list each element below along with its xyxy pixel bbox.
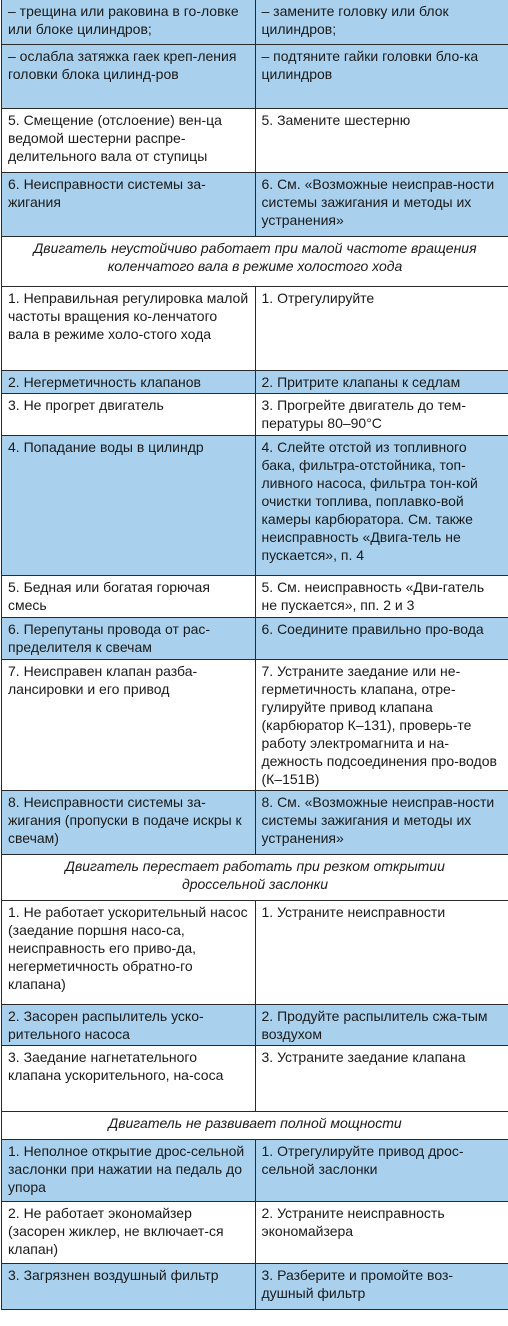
- cause-cell: 1. Неправильная регулировка малой частоты вращения ко-ленчатого вала в режиме холо-стого хода: [2, 286, 255, 370]
- remedy-cell: – подтяните гайки головки бло-ка цилиндров: [255, 44, 508, 108]
- section-heading: Двигатель не развивает полной мощности: [2, 1111, 508, 1139]
- remedy-cell: 3. Прогрейте двигатель до тем-пературы 80–90°С: [255, 393, 508, 435]
- remedy-cell: 7. Устраните заедание или не-герметичность клапана, отре-гулируйте привод клапана (карбюратор К–131), проверь-те работу электромагнита и на-дежность подсоединения про-водов (К–151В): [255, 659, 508, 790]
- cause-cell: – ослабла затяжка гаек креп-ления головки блока цилинд-ров: [2, 44, 255, 108]
- table-row: [2, 1263, 508, 1309]
- table-row: [2, 286, 508, 370]
- section-heading: Двигатель неустойчиво работает при малой частоте вращения коленчатого вала в режиме холостого хода: [2, 236, 508, 286]
- cause-cell: 3. Загрязнен воздушный фильтр: [2, 1263, 255, 1309]
- table-row: [2, 172, 508, 236]
- table-row: [2, 790, 508, 854]
- fault-table: [2, 0, 508, 1310]
- section-heading-row: [2, 236, 508, 286]
- remedy-cell: 2. Устраните неисправность экономайзера: [255, 1201, 508, 1263]
- cause-cell: 6. Перепутаны провода от рас-пределителя к свечам: [2, 617, 255, 659]
- remedy-cell: 5. См. неисправность «Дви-гатель не пускается», пп. 2 и 3: [255, 575, 508, 617]
- table-row: [2, 617, 508, 659]
- table-row: [2, 575, 508, 617]
- table-row: [2, 659, 508, 790]
- cause-cell: 5. Смещение (отслоение) вен-ца ведомой шестерни распре-делительного вала от ступицы: [2, 108, 255, 172]
- remedy-cell: 2. Притрите клапаны к седлам: [255, 370, 508, 393]
- cause-cell: 3. Не прогрет двигатель: [2, 393, 255, 435]
- section-heading-row: [2, 1111, 508, 1139]
- cause-cell: 8. Неисправности системы за-жигания (пропуски в подаче искры к свечам): [2, 790, 255, 854]
- remedy-cell: 1. Отрегулируйте привод дрос-сельной заслонки: [255, 1139, 508, 1201]
- cause-cell: – трещина или раковина в го-ловке или блоке цилиндров;: [2, 0, 255, 44]
- remedy-cell: 6. Соедините правильно про-вода: [255, 617, 508, 659]
- table-row: [2, 1004, 508, 1045]
- cause-cell: 3. Заедание нагнетательного клапана ускорительного, на-соса: [2, 1045, 255, 1111]
- table-row: [2, 1139, 508, 1201]
- table-row: [2, 1201, 508, 1263]
- fault-table-sheet: [1, 0, 508, 1310]
- cause-cell: 1. Неполное открытие дрос-сельной заслонки при нажатии на педаль до упора: [2, 1139, 255, 1201]
- remedy-cell: 4. Слейте отстой из топливного бака, фильтра-отстойника, топ-ливного насоса, фильтра тон-кой очистки топлива, поплавко-вой камеры карбюратора. См. также неисправность «Двига-тель не пускается», п. 4: [255, 435, 508, 575]
- remedy-cell: 3. Устраните заедание клапана: [255, 1045, 508, 1111]
- cause-cell: 2. Негерметичность клапанов: [2, 370, 255, 393]
- table-row: [2, 393, 508, 435]
- cause-cell: 7. Неисправен клапан разба-лансировки и его привод: [2, 659, 255, 790]
- table-row: [2, 0, 508, 44]
- remedy-cell: 3. Разберите и промойте воз-душный фильтр: [255, 1263, 508, 1309]
- remedy-cell: – замените головку или блок цилиндров;: [255, 0, 508, 44]
- remedy-cell: 8. См. «Возможные неисправ-ности системы зажигания и методы их устранения»: [255, 790, 508, 854]
- section-heading-row: [2, 854, 508, 900]
- remedy-cell: 5. Замените шестерню: [255, 108, 508, 172]
- table-row: [2, 370, 508, 393]
- table-row: [2, 44, 508, 108]
- cause-cell: 4. Попадание воды в цилиндр: [2, 435, 255, 575]
- section-heading: Двигатель перестает работать при резком открытии дроссельной заслонки: [2, 854, 508, 900]
- cause-cell: 2. Не работает экономайзер (засорен жиклер, не включает-ся клапан): [2, 1201, 255, 1263]
- remedy-cell: 1. Устраните неисправности: [255, 900, 508, 1004]
- remedy-cell: 2. Продуйте распылитель сжа-тым воздухом: [255, 1004, 508, 1045]
- cause-cell: 5. Бедная или богатая горючая смесь: [2, 575, 255, 617]
- table-row: [2, 435, 508, 575]
- remedy-cell: 1. Отрегулируйте: [255, 286, 508, 370]
- table-row: [2, 1045, 508, 1111]
- cause-cell: 6. Неисправности системы за-жигания: [2, 172, 255, 236]
- table-row: [2, 108, 508, 172]
- table-row: [2, 900, 508, 1004]
- cause-cell: 2. Засорен распылитель уско-рительного насоса: [2, 1004, 255, 1045]
- cause-cell: 1. Не работает ускорительный насос (заедание поршня наcо-са, неисправность его приво-да, негерметичность обратно-го клапана): [2, 900, 255, 1004]
- remedy-cell: 6. См. «Возможные неисправ-ности системы зажигания и методы их устранения»: [255, 172, 508, 236]
